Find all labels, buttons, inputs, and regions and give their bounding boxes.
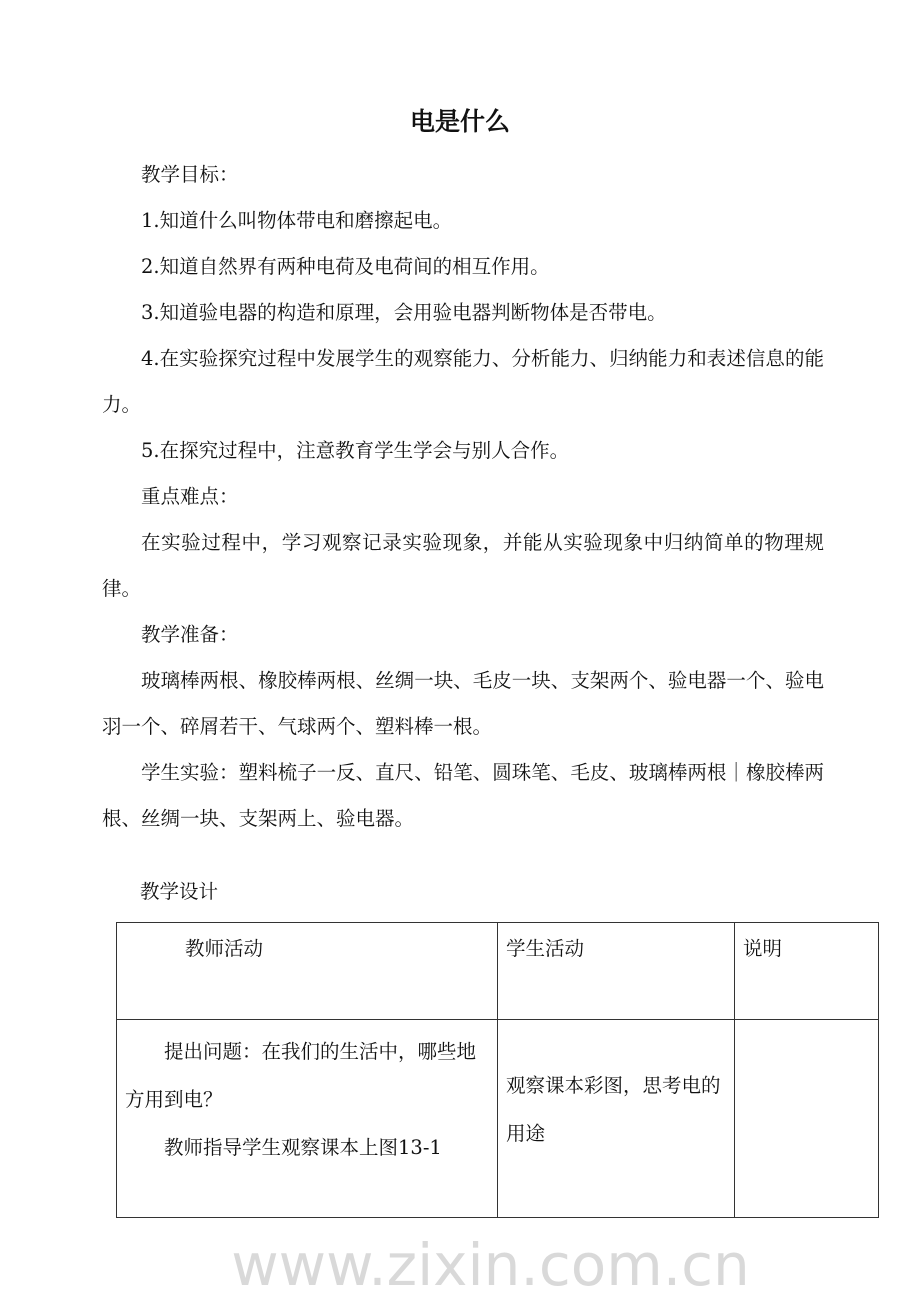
teacher-activity-text: 提出问题：在我们的生活中，哪些地方用到电？	[125, 1040, 477, 1111]
section-heading-preparation: 教学准备：	[141, 623, 239, 646]
student-activity-cell: 观察课本彩图，思考电的用途	[498, 1020, 735, 1218]
notes-cell	[735, 1020, 879, 1218]
header-student-activity: 学生活动	[498, 923, 735, 1020]
document-body	[102, 152, 824, 842]
watermark: www.zixin.com.cn	[231, 1231, 750, 1299]
objective-3: 3.知道验电器的构造和原理，会用验电器判断物体是否带电。	[141, 301, 667, 324]
header-teacher-activity	[117, 923, 498, 1020]
objective-1: 1.知道什么叫物体带电和磨擦起电。	[141, 209, 453, 232]
table-header-row	[117, 923, 879, 1020]
document-title: 电是什么	[409, 107, 510, 136]
lesson-design-table	[116, 922, 879, 1218]
header-label: 教师活动	[185, 937, 264, 960]
objective-5: 5.在探究过程中，注意教育学生学会与别人合作。	[141, 439, 570, 462]
section-heading-objectives: 教学目标：	[141, 163, 239, 186]
key-points-text: 在实验过程中，学习观察记录实验现象，并能从实验现象中归纳简单的物理规律。	[102, 531, 824, 600]
header-notes: 说明	[735, 923, 879, 1020]
teacher-activity-cell	[117, 1020, 498, 1218]
teacher-activity-text: 教师指导学生观察课本上图13-1	[164, 1136, 442, 1159]
document-flow	[102, 152, 879, 1298]
section-heading-design: 教学设计	[140, 880, 219, 903]
preparation-materials: 玻璃棒两根、橡胶棒两根、丝绸一块、毛皮一块、支架两个、验电器一个、验电羽一个、碎屑若干、气球两个、塑料棒一根。	[102, 669, 824, 738]
section-heading-key-points: 重点难点：	[141, 485, 239, 508]
objective-2: 2.知道自然界有两种电荷及电荷间的相互作用。	[141, 255, 550, 278]
table-row	[117, 1020, 879, 1218]
student-experiment-materials: 学生实验：塑料梳子一反、直尺、铅笔、圆珠笔、毛皮、玻璃棒两根｜橡胶棒两根、丝绸一块、支架两上、验电器。	[102, 761, 824, 830]
objective-4: 4.在实验探究过程中发展学生的观察能力、分析能力、归纳能力和表述信息的能力。	[102, 347, 824, 416]
